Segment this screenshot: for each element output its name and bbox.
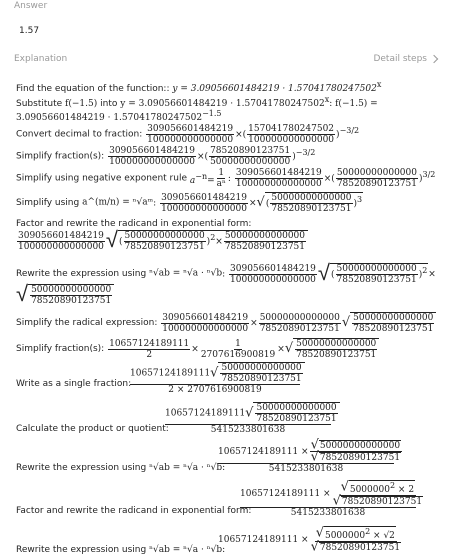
step-13: Rewrite the expression using ⁿ√ab = ⁿ√a · ⁿ√b:: [16, 463, 226, 473]
step-15: Rewrite the expression using ⁿ√ab = ⁿ√a · ⁿ√b:: [16, 545, 226, 555]
step-2-expr-b: $y = 3.09056601484219 \cdot 1.57041780247502^x$: f(−1.5) =: [120, 95, 378, 109]
step-12-label: Calculate the product or quotient:: [16, 424, 169, 434]
step-8-line2: √ $\frac{50000000000000}{78520890123751}$: [16, 284, 114, 306]
chevron-right-icon: [430, 54, 438, 62]
step-1-expr: $y = 3.09056601484219 \cdot 1.57041780247502^x$: [172, 80, 382, 94]
step-6: Simplify using a^(m/n) = ⁿ√aᵐ: $\frac{309056601484219}{100000000000000}$ ×√( $\frac{50000000000000}{78520890123751}$ )$^3$: [16, 192, 363, 214]
step-7-expr: $\frac{309056601484219}{100000000000000}$ √( $\frac{50000000000000}{78520890123751}$ )$^2$× $\frac{50000000000000}{78520890123751}$: [16, 230, 308, 252]
step-15-expr: 10657124189111 × $\frac{√5000000^2 \times √2}{√78520890123751}$: [218, 525, 401, 555]
step-9: Simplify the radical expression: $\frac{309056601484219}{100000000000000}$ × $\frac{50000000000000}{78520890123751}$ √ $\frac{50000000000000}{78520890123751}$: [16, 312, 436, 334]
step-2-line2: $3.09056601484219 \cdot 1.57041780247502^{-1.5}$: [16, 109, 222, 123]
step-15-label: Rewrite the expression using: [16, 545, 147, 555]
detail-steps-link[interactable]: [373, 54, 437, 64]
step-9-label: Simplify the radical expression:: [16, 318, 158, 328]
step-8-rule: ⁿ√ab = ⁿ√a · ⁿ√b: [149, 268, 223, 279]
step-14-label: Factor and rewrite the radicand in exponential form:: [16, 506, 252, 516]
step-13-label: Rewrite the expression using: [16, 463, 147, 473]
step-13-expr: 10657124189111 × $\frac{√50000000000000}{√78520890123751}$ 5415233801638: [218, 437, 401, 474]
step-13-rule: ⁿ√ab = ⁿ√a · ⁿ√b: [149, 463, 223, 473]
step-3: Convert decimal to fraction: $\frac{309056601484219}{100000000000000}$ ×( $\frac{157041780247502}{100000000000000}$ )$^{-3/2}$: [16, 124, 360, 145]
explanation-header: Explanation: [14, 54, 68, 64]
step-10: Simplify fraction(s): $\frac{10657124189111}{2}$ × $\frac{1}{2707616900819}$ ×√ $\frac{50000000000000}{78520890123751}$: [16, 338, 379, 360]
step-4: Simplify fraction(s): $\frac{309056601484219}{100000000000000}$ ×( $\frac{78520890123751}{50000000000000}$ )$^{-3/2}$: [16, 146, 316, 167]
step-3-label: Convert decimal to fraction:: [16, 129, 143, 140]
step-14-expr: 10657124189111 × $\frac{√5000000^2 \times 2}{√78520890123751}$ 5415233801638: [240, 479, 423, 518]
step-7-label: Factor and rewrite the radicand in exponential form:: [16, 219, 252, 229]
step-8: Rewrite the expression using ⁿ√ab = ⁿ√a · ⁿ√b: $\frac{309056601484219}{100000000000000}$ √( $\frac{50000000000000}{78520890123751}$ )$^2$×: [16, 261, 436, 286]
step-12-expr: 10657124189111√ $\frac{50000000000000}{78520890123751}$ 5415233801638: [165, 402, 340, 436]
step-4-label: Simplify fraction(s):: [16, 151, 105, 162]
step-2-label-b: into: [100, 99, 118, 109]
detail-steps-label: Detail steps: [373, 54, 427, 64]
step-6-label: Simplify using: [16, 198, 80, 208]
step-6-rule: a^(m/n) = ⁿ√aᵐ: [82, 197, 154, 208]
answer-value: 1.57: [19, 26, 40, 36]
step-1: [16, 79, 381, 95]
step-8-label: Rewrite the expression using: [16, 269, 147, 279]
answer-header: Answer: [14, 1, 48, 11]
step-5: Simplify using negative exponent rule $a^{-n}=$ $\frac{1}{\text{aⁿ}}$ : $\frac{309056601484219}{100000000000000}$ ×( $\frac{50000000000000}{78520890123751}$ )$^{3/2}$: [16, 168, 436, 189]
step-1-label: Find the equation of the function::: [16, 84, 170, 94]
step-10-label: Simplify fraction(s):: [16, 344, 105, 354]
step-2-expr-a: f(−1.5): [65, 99, 98, 109]
step-15-rule: ⁿ√ab = ⁿ√a · ⁿ√b: [149, 545, 223, 555]
step-11-expr: 10657124189111√ $\frac{50000000000000}{78520890123751}$ 2 × 2707616900819: [130, 362, 305, 396]
step-2-label: Substitute: [16, 99, 63, 109]
step-5-label: Simplify using negative exponent rule: [16, 173, 187, 184]
step-11-label: Write as a single fraction:: [16, 379, 132, 389]
